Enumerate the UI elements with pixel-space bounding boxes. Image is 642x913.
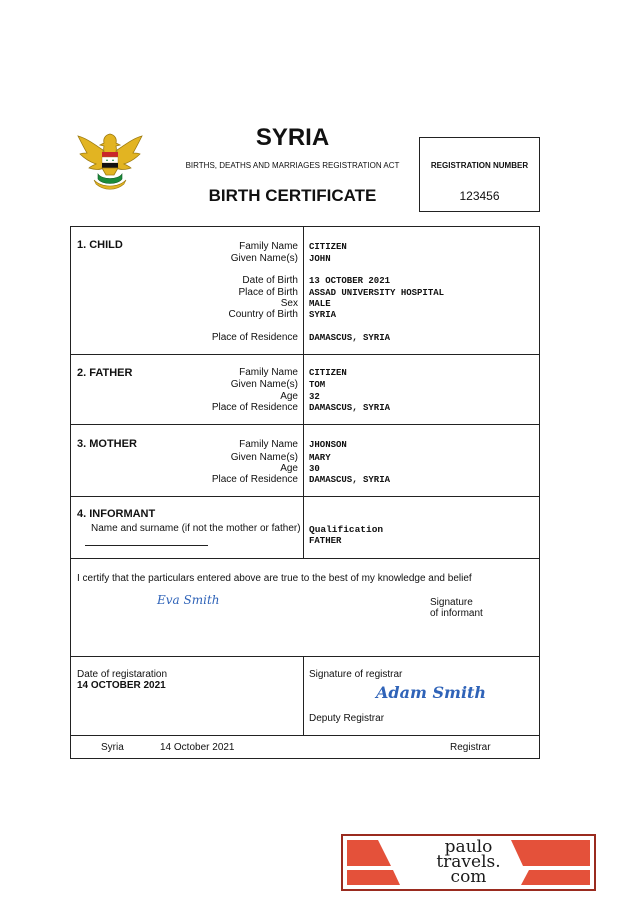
mother-age: 30	[309, 464, 320, 474]
column-divider	[303, 656, 304, 735]
divider	[71, 354, 539, 355]
informant-heading: 4. INFORMANT	[77, 508, 156, 520]
child-pob: ASSAD UNIVERSITY HOSPITAL	[309, 288, 445, 298]
divider	[71, 424, 539, 425]
registration-number-box	[419, 137, 540, 212]
father-given-names: TOM	[309, 380, 326, 390]
registration-number: 123456	[459, 189, 500, 203]
mother-heading: 3. MOTHER	[77, 438, 137, 450]
registrar-signature-label: Signature of registrar	[309, 669, 403, 680]
father-age-label: Age	[280, 391, 298, 402]
father-age: 32	[309, 392, 320, 402]
informant-name-label: Name and surname (if not the mother or father)	[91, 523, 301, 534]
footer-date: 14 October 2021	[160, 742, 235, 753]
father-residence-label: Place of Residence	[211, 402, 298, 413]
child-dob-label: Date of Birth	[242, 275, 298, 286]
registrar-signature: Adam Smith	[376, 683, 487, 702]
mother-given-names: MARY	[309, 453, 331, 463]
child-dob: 13 OCTOBER 2021	[309, 276, 391, 286]
mother-residence-label: Place of Residence	[211, 474, 298, 485]
father-residence: DAMASCUS, SYRIA	[309, 403, 391, 413]
child-given-names-label: Given Name(s)	[230, 253, 298, 264]
child-family-name: CITIZEN	[309, 242, 347, 252]
child-family-name-label: Family Name	[239, 241, 298, 252]
mother-family-name-label: Family Name	[239, 439, 298, 450]
column-divider	[303, 227, 304, 558]
child-residence: DAMASCUS, SYRIA	[309, 333, 391, 343]
child-sex-label: Sex	[280, 298, 298, 309]
child-given-names: JOHN	[309, 254, 331, 264]
informant-qualification: FATHER	[309, 536, 342, 546]
footer-role: Registrar	[450, 742, 491, 753]
divider	[71, 496, 539, 497]
mother-age-label: Age	[280, 463, 298, 474]
child-country-label: Country of Birth	[228, 309, 298, 320]
footer-place: Syria	[101, 742, 124, 753]
child-sex: MALE	[309, 299, 331, 309]
registration-act: BIRTHS, DEATHS AND MARRIAGES REGISTRATION ACT	[185, 161, 400, 170]
deputy-registrar-label: Deputy Registrar	[309, 713, 385, 724]
certificate-form	[70, 226, 540, 759]
informant-name-line	[85, 545, 208, 546]
mother-residence: DAMASCUS, SYRIA	[309, 475, 391, 485]
father-heading: 2. FATHER	[77, 367, 133, 379]
informant-qualification-label: Qualification	[309, 524, 384, 535]
logo-text: paulo travels. com	[436, 837, 501, 887]
informant-signature-label: Signature of informant	[430, 597, 483, 619]
divider	[71, 558, 539, 559]
child-heading: 1. CHILD	[77, 239, 123, 251]
registration-date: 14 OCTOBER 2021	[77, 680, 166, 691]
paulo-travels-logo	[341, 834, 596, 891]
father-family-name: CITIZEN	[309, 368, 347, 378]
mother-given-names-label: Given Name(s)	[230, 452, 298, 463]
certification-statement: I certify that the particulars entered above are true to the best of my knowledge and belief	[77, 573, 472, 584]
informant-signature: Eva Smith	[157, 593, 220, 607]
registration-number-label: REGISTRATION NUMBER	[430, 161, 529, 170]
child-residence-label: Place of Residence	[211, 332, 298, 343]
divider	[71, 656, 539, 657]
child-pob-label: Place of Birth	[238, 287, 298, 298]
mother-family-name: JHONSON	[309, 440, 347, 450]
registration-date-label: Date of registaration	[77, 669, 168, 680]
child-country: SYRIA	[309, 310, 337, 320]
father-given-names-label: Given Name(s)	[230, 379, 298, 390]
coat-of-arms-icon	[76, 128, 144, 196]
document-country: SYRIA	[255, 124, 330, 151]
father-family-name-label: Family Name	[239, 367, 298, 378]
divider	[71, 735, 539, 736]
document-title: BIRTH CERTIFICATE	[208, 186, 377, 205]
